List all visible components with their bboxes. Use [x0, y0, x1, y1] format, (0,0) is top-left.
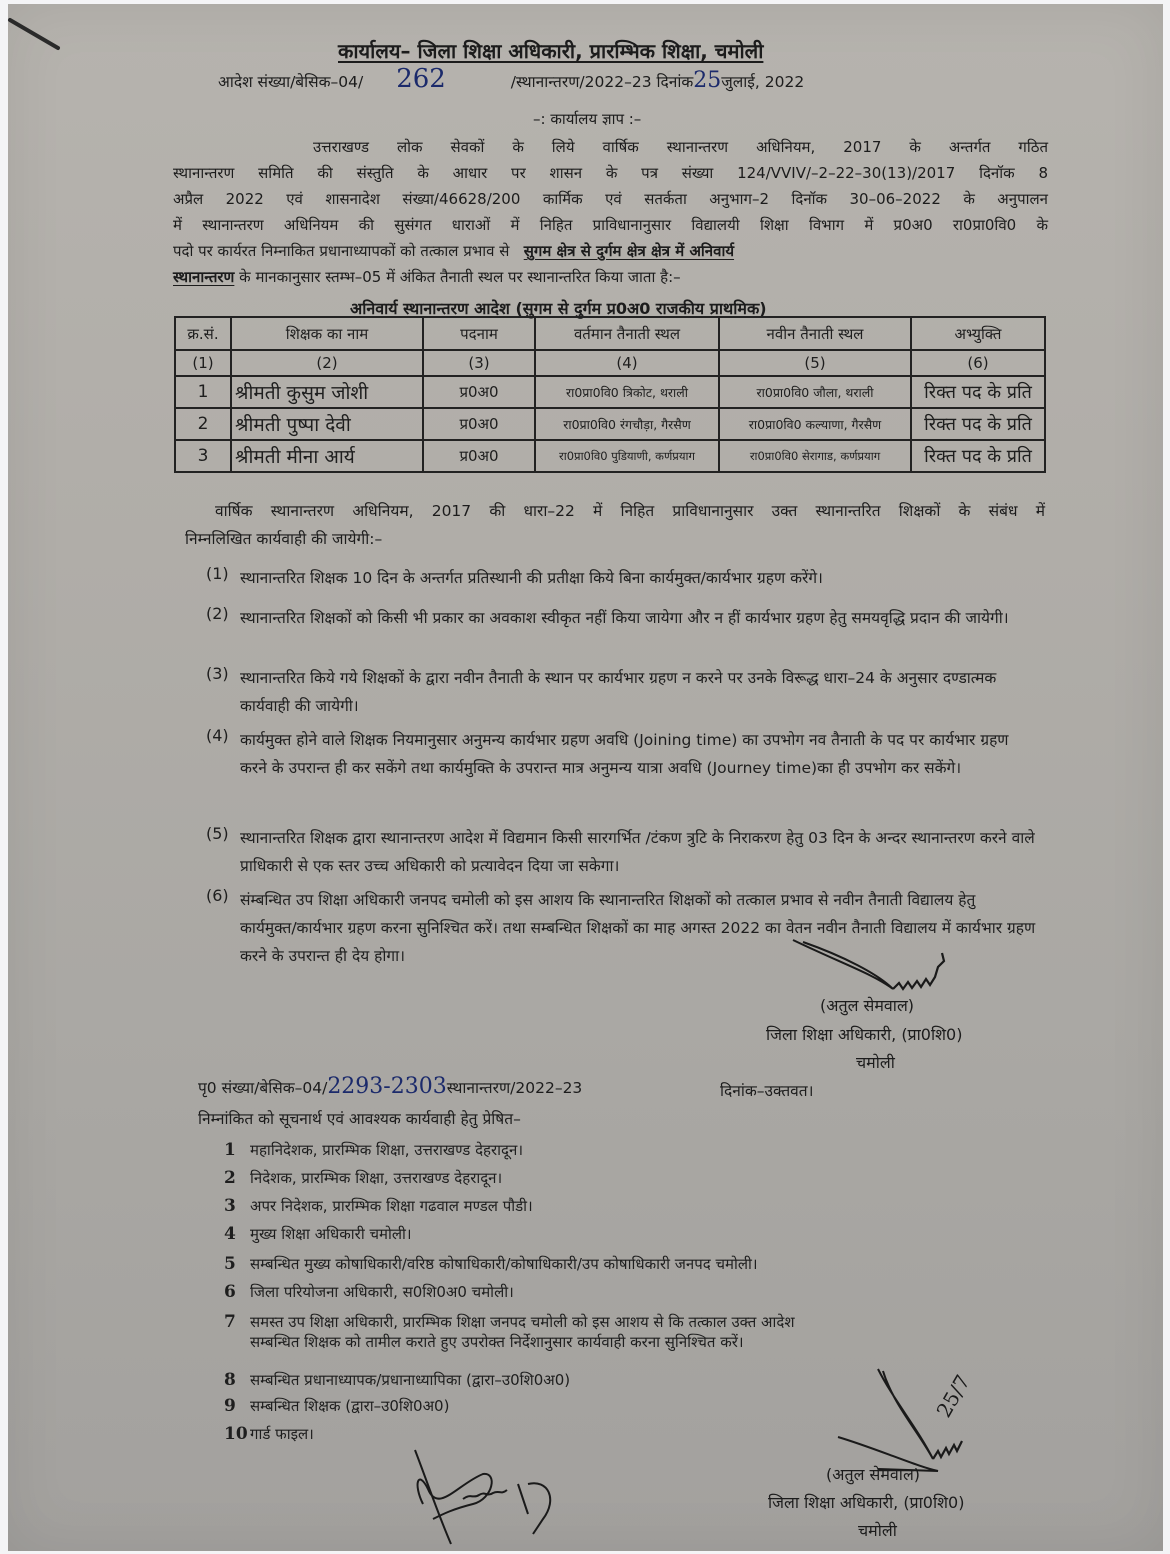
- intro-line-5-start: पदो पर कार्यरत निम्नाकित प्रधानाध्यापकों को तत्काल प्रभाव से: [173, 242, 510, 260]
- office-title: कार्यालय– जिला शिक्षा अधिकारी, प्रारम्भिक शिक्षा, चमोली: [338, 39, 764, 63]
- cell-sno: 1: [175, 376, 231, 408]
- recipient-number: 9: [224, 1396, 236, 1416]
- signatory-place-2: चमोली: [858, 1521, 897, 1540]
- recipient-text: मुख्य शिक्षा अधिकारी चमोली।: [250, 1225, 412, 1243]
- cell-new-posting: रा0प्रा0वि0 कल्याणा, गैरसैण: [719, 408, 911, 440]
- recipient-item: [224, 1254, 758, 1274]
- condition-item: [206, 726, 1036, 782]
- order-date-day: 25: [693, 68, 722, 93]
- condition-number: (5): [206, 824, 229, 843]
- recipient-text: महानिदेशक, प्रारम्भिक शिक्षा, उत्तराखण्ड देहरादून।: [250, 1141, 524, 1159]
- order-number: 262: [396, 64, 446, 94]
- recipient-text: निदेशक, प्रारम्भिक शिक्षा, उत्तराखण्ड देहरादून।: [250, 1169, 503, 1187]
- initials-signature: [403, 1444, 603, 1554]
- recipient-item: [224, 1224, 412, 1244]
- recipient-text: सम्बन्धित मुख्य कोषाधिकारी/वरिष्ठ कोषाधिकारी/कोषाधिकारी/उप कोषाधिकारी जनपद चमोली।: [250, 1255, 758, 1273]
- document-page: [8, 4, 1163, 1551]
- cell-current-posting: रा0प्रा0वि0 रंगचौड़ा, गैरसैण: [535, 408, 719, 440]
- col-header-name: शिक्षक का नाम: [231, 317, 423, 350]
- recipient-item: [224, 1370, 570, 1390]
- recipient-text: गार्ड फाइल।: [250, 1425, 314, 1443]
- order-prefix: आदेश संख्या/बेसिक–04/: [218, 73, 364, 91]
- endorsement-ref-prefix: पृ0 संख्या/बेसिक–04/: [198, 1079, 328, 1097]
- condition-text: स्थानान्तरित शिक्षकों को किसी भी प्रकार का अवकाश स्वीकृत नहीं किया जायेगा और न हीं कार्यभार ग्रहण हेतु समयवृद्धि प्रदान की जायेगी।: [240, 609, 1009, 627]
- intro-line-5: [173, 238, 1048, 264]
- signature-scribble-2: [838, 1349, 1008, 1479]
- recipient-number: 8: [224, 1370, 236, 1390]
- condition-number: (2): [206, 604, 229, 623]
- cell-remark: रिक्त पद के प्रति: [911, 408, 1045, 440]
- order-date-rest: जुलाई, 2022: [721, 73, 805, 91]
- order-suffix: /स्थानान्तरण/2022–23 दिनांक: [510, 73, 694, 91]
- pen-mark: [8, 12, 68, 52]
- recipient-text: सम्बन्धित प्रधानाध्यापक/प्रधानाध्यापिका (द्वारा–उ0शि0अ0): [250, 1371, 571, 1389]
- col-number: (3): [423, 350, 535, 376]
- cell-current-posting: रा0प्रा0वि0 पुडियाणी, कर्णप्रयाग: [535, 440, 719, 472]
- condition-item: [206, 604, 1036, 632]
- intro-line-1: उत्तराखण्ड लोक सेवकों के लिये वार्षिक स्थानान्तरण अधिनियम, 2017 के अन्तर्गत गठित: [313, 138, 1048, 156]
- cell-new-posting: रा0प्रा0वि0 जौला, थराली: [719, 376, 911, 408]
- recipient-item: [224, 1282, 514, 1302]
- recipient-item: [224, 1396, 449, 1416]
- intro-line-4: में स्थानान्तरण अधिनियम की सुसंगत धाराओं में निहित प्राविधानानुसार विद्यालयी शिक्षा विभाग में प्र0अ0 रा0प्रा0वि0 के: [173, 216, 1048, 234]
- recipient-item: [224, 1140, 523, 1160]
- recipient-number: 1: [224, 1140, 236, 1160]
- recipient-text: समस्त उप शिक्षा अधिकारी, प्रारम्भिक शिक्षा जनपद चमोली को इस आशय से कि तत्काल उक्त आदेश: [250, 1313, 795, 1331]
- signatory-name-1: (अतुल सेमवाल): [820, 996, 915, 1015]
- conditions-intro-line-1: वार्षिक स्थानान्तरण अधिनियम, 2017 की धारा–22 में निहित प्राविधानानुसार उक्त स्थानान्तरित शिक्षकों के संबंध में: [215, 502, 1045, 520]
- intro-line-6: [173, 264, 681, 290]
- cell-designation: प्र0अ0: [423, 408, 535, 440]
- recipient-number: 6: [224, 1282, 236, 1302]
- recipient-text: सम्बन्धित शिक्षक (द्वारा–उ0शि0अ0): [250, 1397, 450, 1415]
- condition-number: (6): [206, 886, 229, 905]
- cell-designation: प्र0अ0: [423, 440, 535, 472]
- table-column-number-row: [175, 350, 1045, 376]
- signatory-designation-2: जिला शिक्षा अधिकारी, (प्रा0शि0): [768, 1493, 965, 1512]
- table-row: [175, 408, 1045, 440]
- recipient-number: 10: [224, 1424, 248, 1444]
- recipient-item: [224, 1312, 795, 1352]
- condition-number: (3): [206, 664, 229, 683]
- order-number-line: [218, 64, 805, 94]
- handwritten-date: 25/7: [931, 1370, 975, 1422]
- signatory-name-2: (अतुल सेमवाल): [826, 1465, 921, 1484]
- col-number: (2): [231, 350, 423, 376]
- condition-item: [206, 564, 1036, 592]
- recipient-number: 4: [224, 1224, 236, 1244]
- cell-designation: प्र0अ0: [423, 376, 535, 408]
- endorsement-ref-number: 2293-2303: [327, 1074, 447, 1099]
- cell-teacher-name: श्रीमती कुसुम जोशी: [231, 376, 423, 408]
- intro-line-6-rest: के मानकानुसार स्तम्भ–05 में अंकित तैनाती स्थल पर स्थानान्तरित किया जाता है:–: [239, 268, 681, 286]
- table-row: [175, 440, 1045, 472]
- endorsement-date: दिनांक–उक्तवत।: [720, 1082, 814, 1100]
- condition-text: स्थानान्तरित शिक्षक द्वारा स्थानान्तरण आदेश में विद्यमान किसी सारगर्भित /टंकण त्रुटि के निराकरण हेतु 03 दिन के अन्दर स्थानान्तरण करने वाले प्राधिकारी से एक स्तर उच्च अधिकारी को प्रत्यावेदन दिया जा सकेगा।: [240, 829, 1035, 875]
- cell-teacher-name: श्रीमती मीना आर्य: [231, 440, 423, 472]
- signatory-place-1: चमोली: [856, 1053, 895, 1072]
- cell-new-posting: रा0प्रा0वि0 सेरागाड, कर्णप्रयाग: [719, 440, 911, 472]
- condition-text: स्थानान्तरित शिक्षक 10 दिन के अन्तर्गत प्रतिस्थानी की प्रतीक्षा किये बिना कार्यमुक्त/कार्यभार ग्रहण करेंगे।: [240, 569, 823, 587]
- table-title: अनिवार्य स्थानान्तरण आदेश (सुगम से दुर्गम प्र0अ0 राजकीय प्राथमिक): [350, 299, 767, 318]
- table-row: [175, 376, 1045, 408]
- memo-label: –: कार्यालय ज्ञाप :–: [533, 110, 642, 128]
- intro-line-3: अप्रैल 2022 एवं शासनादेश संख्या/46628/200 कार्मिक एवं सतर्कता अनुभाग–2 दिनॉक 30–06–2022 के अनुपालन: [173, 190, 1048, 208]
- condition-number: (1): [206, 564, 229, 583]
- recipient-text: जिला परियोजना अधिकारी, स0शि0अ0 चमोली।: [250, 1283, 514, 1301]
- col-header-remarks: अभ्युक्ति: [911, 317, 1045, 350]
- condition-item: [206, 824, 1036, 880]
- recipient-number: 7: [224, 1312, 236, 1332]
- recipient-number: 2: [224, 1168, 236, 1188]
- col-number: (1): [175, 350, 231, 376]
- transfer-table: [174, 316, 1046, 473]
- cell-remark: रिक्त पद के प्रति: [911, 376, 1045, 408]
- cell-sno: 2: [175, 408, 231, 440]
- cell-remark: रिक्त पद के प्रति: [911, 440, 1045, 472]
- recipient-number: 5: [224, 1254, 236, 1274]
- recipient-text-continued: सम्बन्धित शिक्षक को तामील कराते हुए उपरोक्त निर्देशानुसार कार्यवाही करना सुनिश्चित करें।: [250, 1333, 744, 1351]
- col-header-sno: क्र.सं.: [175, 317, 231, 350]
- condition-number: (4): [206, 726, 229, 745]
- signatory-designation-1: जिला शिक्षा अधिकारी, (प्रा0शि0): [766, 1025, 963, 1044]
- col-header-current-posting: वर्तमान तैनाती स्थल: [535, 317, 719, 350]
- table-header-row: [175, 317, 1045, 350]
- cell-teacher-name: श्रीमती पुष्पा देवी: [231, 408, 423, 440]
- cell-sno: 3: [175, 440, 231, 472]
- col-number: (4): [535, 350, 719, 376]
- endorsement-ref-suffix: स्थानान्तरण/2022–23: [446, 1079, 583, 1097]
- col-header-designation: पदनाम: [423, 317, 535, 350]
- recipient-item: [224, 1424, 314, 1444]
- recipient-item: [224, 1168, 502, 1188]
- intro-line-2: स्थानान्तरण समिति की संस्तुति के आधार पर शासन के पत्र संख्या 124/VVIV/–2–22–30(13)/2017 दिनॉक 8: [173, 164, 1048, 182]
- endorsement-forward-label: निम्नांकित को सूचनार्थ एवं आवश्यक कार्यवाही हेतु प्रेषित–: [198, 1110, 521, 1128]
- condition-text: कार्यमुक्त होने वाले शिक्षक नियमानुसार अनुमन्य कार्यभार ग्रहण अवधि (Joining time) का उपभोग नव तैनाती के पद पर कार्यभार ग्रहण करने के उपरान्त ही कर सकेंगे तथा कार्यमुक्ति के उपरान्त मात्र अनुमन्य यात्रा अवधि (Journey time)का ही उपभोग कर सकेंगे।: [240, 731, 1009, 777]
- col-number: (5): [719, 350, 911, 376]
- condition-item: [206, 664, 1036, 720]
- conditions-intro-line-2: निम्नलिखित कार्यवाही की जायेगी:–: [185, 530, 383, 548]
- cell-current-posting: रा0प्रा0वि0 त्रिकोट, थराली: [535, 376, 719, 408]
- intro-line-5-emphasis: सुगम क्षेत्र से दुर्गम क्षेत्र क्षेत्र में अनिवार्य: [523, 242, 735, 260]
- col-header-new-posting: नवीन तैनाती स्थल: [719, 317, 911, 350]
- intro-line-6-emphasis: स्थानान्तरण: [173, 268, 235, 286]
- recipient-number: 3: [224, 1196, 236, 1216]
- recipient-item: [224, 1196, 533, 1216]
- endorsement-ref-line: [198, 1074, 583, 1099]
- col-number: (6): [911, 350, 1045, 376]
- condition-text: संम्बन्धित उप शिक्षा अधिकारी जनपद चमोली को इस आशय कि स्थानान्तरित शिक्षकों को तत्काल प्रभाव से नवीन तैनाती विद्यालय हेतु कार्यमुक्त/कार्यभार ग्रहण करना सुनिश्चित करें। तथा सम्बन्धित शिक्षकों का माह अगस्त 2022 का वेतन नवीन तैनाती विद्यालय में कार्यभार ग्रहण करने के उपरान्त ही देय होगा।: [240, 891, 1036, 965]
- recipient-text: अपर निदेशक, प्रारम्भिक शिक्षा गढवाल मण्डल पौडी।: [250, 1197, 533, 1215]
- condition-text: स्थानान्तरित किये गये शिक्षकों के द्वारा नवीन तैनाती के स्थान पर कार्यभार ग्रहण न करने पर उनके विरूद्ध धारा–24 के अनुसार दण्डात्मक कार्यवाही की जायेगी।: [240, 669, 997, 715]
